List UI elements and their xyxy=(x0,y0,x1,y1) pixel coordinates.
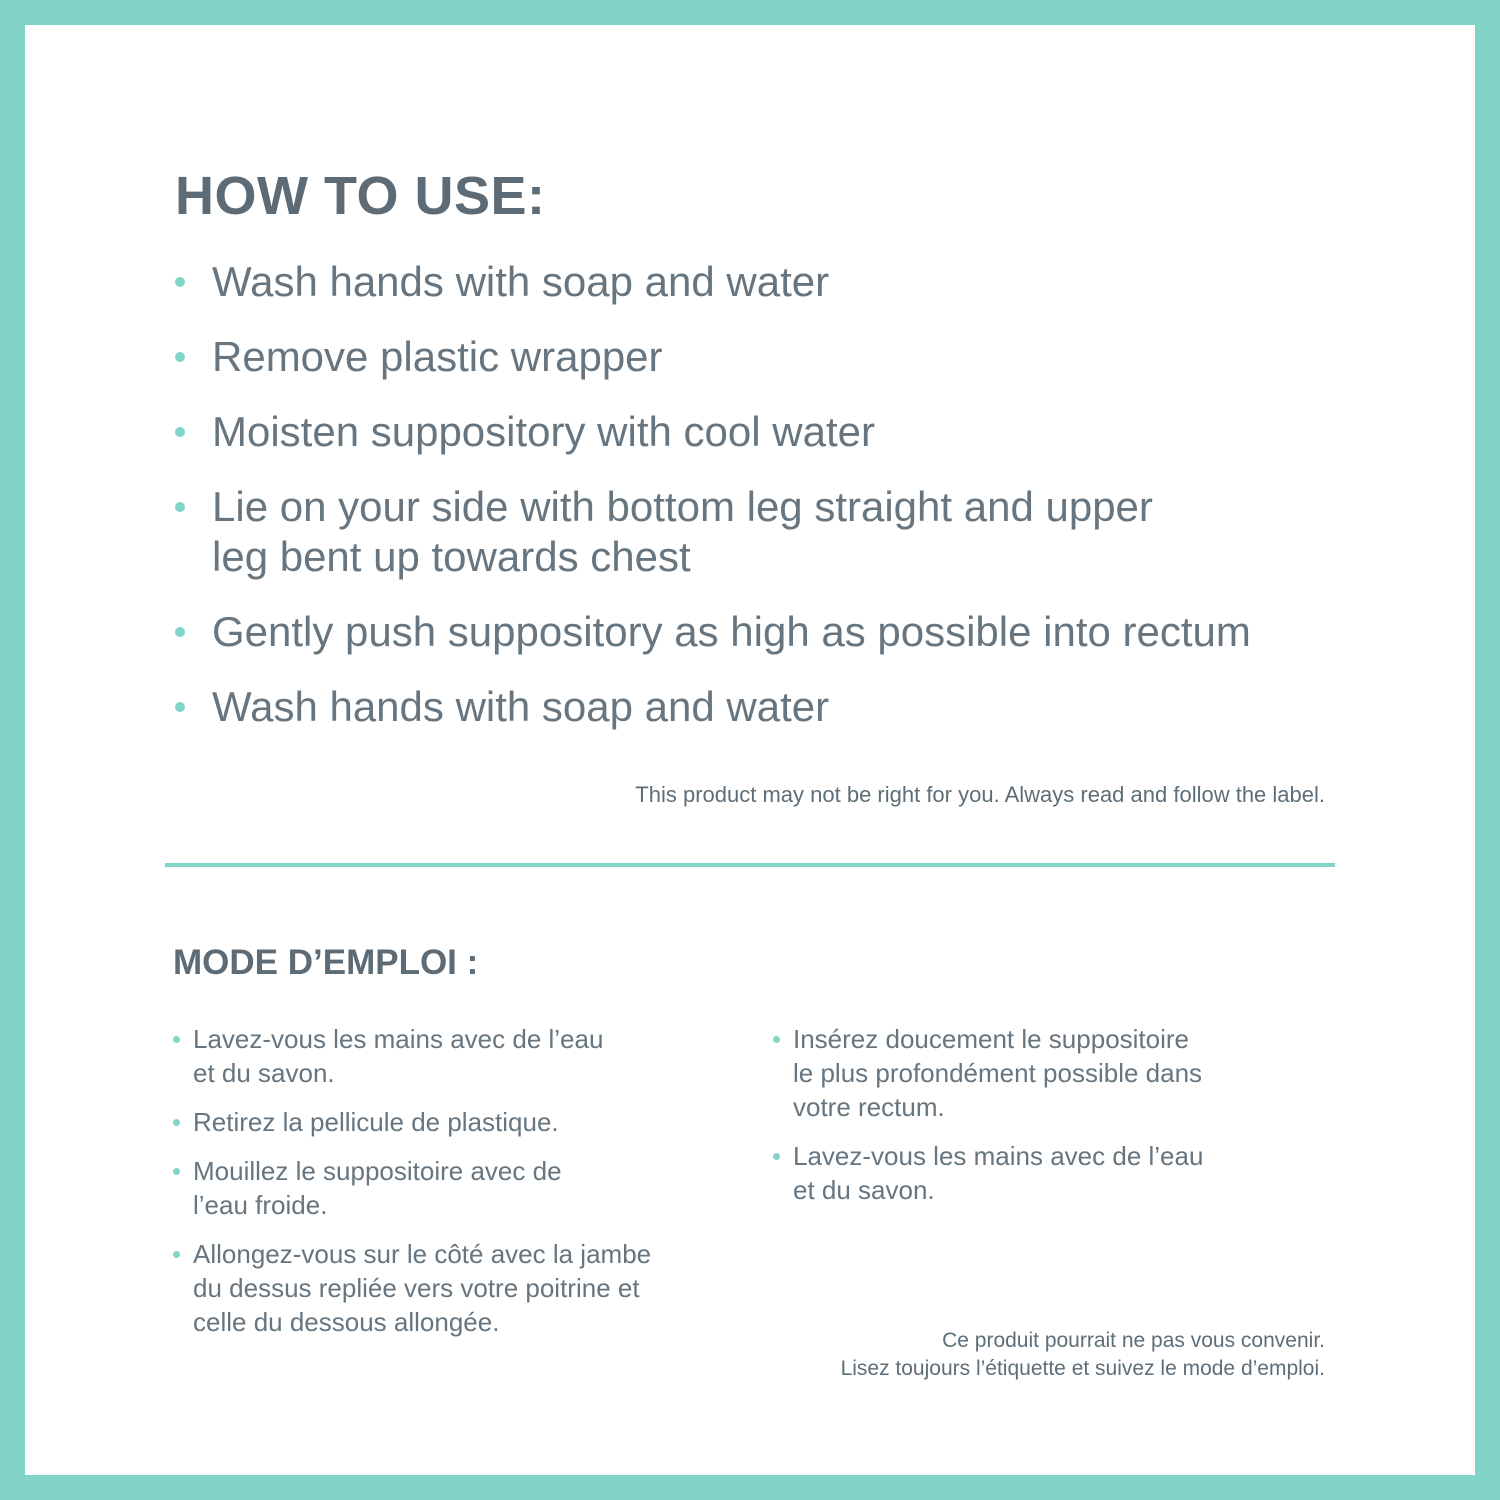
french-step-5: Insérez doucement le suppositoire le plus profondément possible dans votre rectum. xyxy=(773,1022,1273,1124)
bullet-dot xyxy=(175,502,185,512)
bullet-dot xyxy=(173,1119,180,1126)
section-divider xyxy=(165,863,1335,867)
french-step-3: Mouillez le suppositoire avec de l’eau froide. xyxy=(173,1154,733,1222)
how-to-use-heading: HOW TO USE: xyxy=(175,166,546,226)
bullet-dot xyxy=(173,1036,180,1043)
french-disclaimer xyxy=(841,1327,1325,1383)
bullet-dot xyxy=(173,1168,180,1175)
instructions-card xyxy=(25,25,1475,1475)
french-step-4: Allongez-vous sur le côté avec la jambe du dessus repliée vers votre poitrine et celle du dessous allongée. xyxy=(173,1237,733,1339)
french-steps-column-2 xyxy=(773,1022,1273,1222)
french-step-6: Lavez-vous les mains avec de l’eau et du savon. xyxy=(773,1139,1273,1207)
english-steps-list xyxy=(175,257,1375,757)
english-step-2: Remove plastic wrapper xyxy=(175,332,1375,382)
english-step-6: Wash hands with soap and water xyxy=(175,682,1375,732)
english-disclaimer: This product may not be right for you. Always read and follow the label. xyxy=(635,782,1325,807)
bullet-dot xyxy=(175,352,185,362)
french-step-2: Retirez la pellicule de plastique. xyxy=(173,1105,733,1139)
bullet-dot xyxy=(173,1251,180,1258)
bullet-dot xyxy=(175,627,185,637)
french-step-1: Lavez-vous les mains avec de l’eau et du savon. xyxy=(173,1022,733,1090)
english-step-3: Moisten suppository with cool water xyxy=(175,407,1375,457)
english-step-5: Gently push suppository as high as possible into rectum xyxy=(175,607,1375,657)
mode-demploi-heading: MODE D’EMPLOI : xyxy=(173,943,479,982)
bullet-dot xyxy=(773,1153,780,1160)
bullet-dot xyxy=(175,702,185,712)
bullet-dot xyxy=(773,1036,780,1043)
english-step-4: Lie on your side with bottom leg straight and upper leg bent up towards chest xyxy=(175,482,1375,582)
french-steps-column-1 xyxy=(173,1022,733,1354)
english-step-1: Wash hands with soap and water xyxy=(175,257,1375,307)
bullet-dot xyxy=(175,277,185,287)
bullet-dot xyxy=(175,427,185,437)
french-disclaimer-line-1: Ce produit pourrait ne pas vous convenir. xyxy=(942,1329,1325,1352)
french-disclaimer-line-2: Lisez toujours l’étiquette et suivez le mode d’emploi. xyxy=(840,1357,1325,1380)
